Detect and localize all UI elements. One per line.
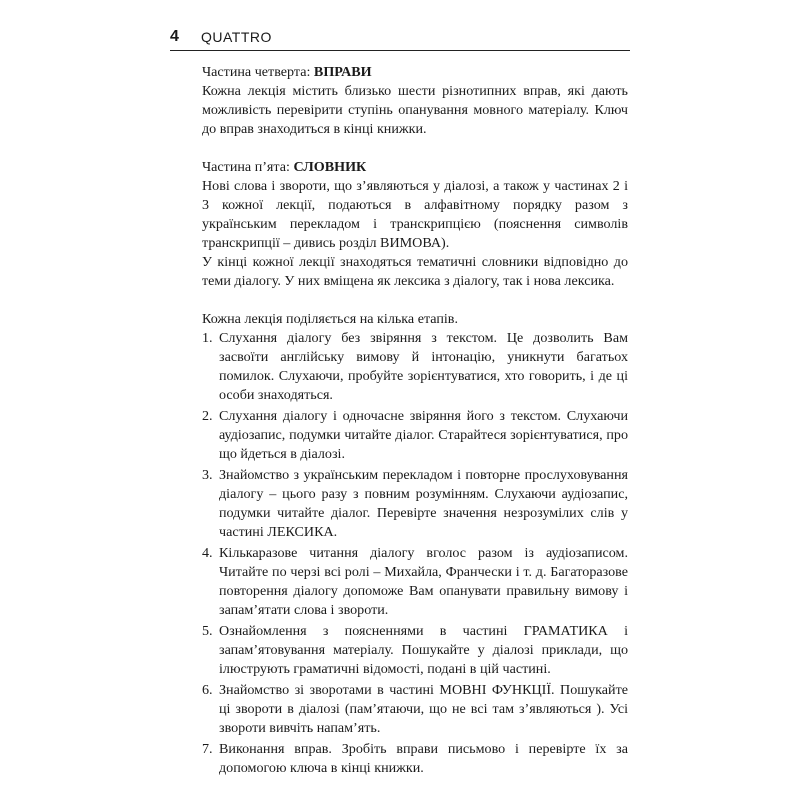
stages-intro: Кожна лекція поділяється на кілька етапів. (202, 311, 458, 327)
part4-title: ВПРАВИ (313, 64, 372, 80)
page-header (170, 28, 630, 51)
list-item (202, 407, 628, 464)
list-item (202, 622, 628, 679)
list-item (202, 544, 628, 620)
part5-title: СЛОВНИК (293, 159, 367, 175)
list-item-number: 5. (202, 623, 213, 639)
list-item-number: 2. (202, 408, 213, 424)
list-item-text: Слухання діалогу і одночасне звіряння його з текстом. Слухаючи аудіозапис, подумки читайте діалог. Старайтеся зорієнтуватися, про що йдеться в діалозі. (219, 408, 628, 462)
page-number: 4 (170, 28, 179, 45)
part5-text-1: Нові слова і звороти, що з’являються у діалозі, а також у частинах 2 і 3 кожної лекції, подаються в алфавітному порядку разом з українським перекладом і транскрипцією (пояснення символів транскрипції – дивись розділ ВИМОВА). (202, 178, 628, 251)
page-content (202, 63, 628, 780)
list-item-number: 6. (202, 682, 213, 698)
part5-label: Частина п’ята: (202, 159, 294, 175)
part5-heading (202, 158, 628, 177)
list-item-number: 7. (202, 741, 213, 757)
book-title: QUATTRO (201, 29, 272, 45)
list-item (202, 329, 628, 405)
list-item (202, 466, 628, 542)
list-item-number: 4. (202, 545, 213, 561)
list-item-text: Знайомство зі зворотами в частині МОВНІ ФУНКЦІЇ. Пошукайте ці звороти в діалозі (пам’ятаючи, що не всі там з’являються ). Усі звороти вивчіть напам’ять. (219, 682, 628, 736)
list-item-text: Ознайомлення з поясненнями в частині ГРАМАТИКА і запам’ятовування матеріалу. Пошукайте у діалозі приклади, що ілюструють граматичні відомості, подані в цій частині. (219, 623, 628, 677)
list-item-number: 3. (202, 467, 213, 483)
list-item-number: 1. (202, 330, 213, 346)
part4-text: Кожна лекція містить близько шести різнотипних вправ, які дають можливість перевірити ступінь опанування мовного матеріалу. Ключ до вправ знаходиться в кінці книжки. (202, 83, 628, 137)
list-item-text: Виконання вправ. Зробіть вправи письмово і перевірте їх за допомогою ключа в кінці книжки. (219, 741, 628, 776)
list-item (202, 740, 628, 778)
part4-label: Частина четверта: (202, 64, 314, 80)
part4-heading (202, 63, 628, 82)
stages-list (202, 329, 628, 778)
part5-text-2: У кінці кожної лекції знаходяться тематичні словники відповідно до теми діалогу. У них вміщена як лексика з діалогу, так і нова лексика. (202, 254, 628, 289)
list-item-text: Знайомство з українським перекладом і повторне прослуховування діалогу – цього разу з повним розумінням. Слухаючи аудіозапис, подумки читайте діалог. Перевірте значення незрозумілих слів у частині ЛЕКСИКА. (219, 467, 628, 540)
list-item-text: Кількаразове читання діалогу вголос разом із аудіозаписом. Читайте по черзі всі ролі – Михайла, Франчески і т. д. Багаторазове повторення діалогу допоможе Вам опанувати правильну вимову і запам’ятати слова і звороти. (219, 545, 628, 618)
list-item-text: Слухання діалогу без звіряння з текстом. Це дозволить Вам засвоїти англійську вимову й інтонацію, уникнути багатьох помилок. Слухаючи, пробуйте зорієнтуватися, хто говорить, і де ці особи знаходяться. (219, 330, 628, 403)
list-item (202, 681, 628, 738)
